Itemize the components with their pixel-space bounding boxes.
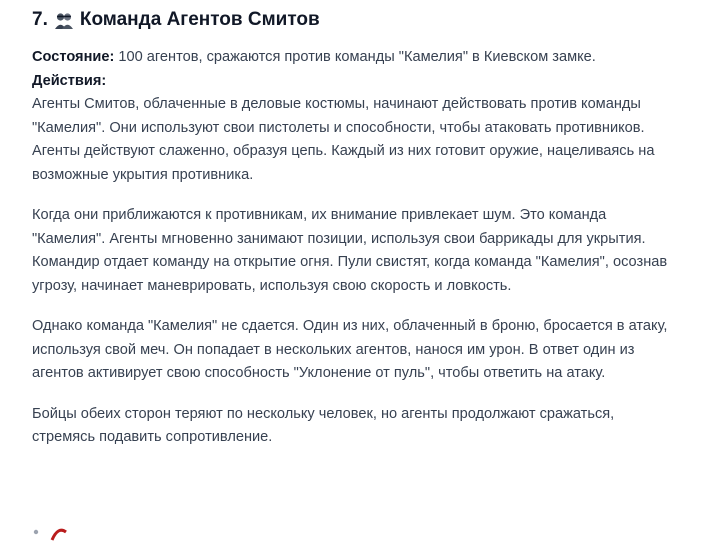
section-title: Команда Агентов Смитов [79, 9, 320, 30]
paragraph-1: Агенты Смитов, облаченные в деловые костюмы, начинают действовать против команды "Камелия". Они используют свои пистолеты и способности, чтобы атаковать противников. Агенты действуют слаженно, образуя цепь. Каждый из них готовит оружие, нацеливаясь на возможные укрытия противника. [32, 96, 655, 183]
actions-line [32, 70, 672, 94]
spy-agents-icon [54, 10, 74, 30]
section-number: 7. [32, 9, 48, 30]
actions-label: Действия: [32, 72, 107, 89]
section-body [32, 46, 672, 450]
status-line [32, 46, 672, 70]
next-section-emoji-icon [32, 526, 72, 542]
paragraph-4: Бойцы обеих сторон теряют по нескольку человек, но агенты продолжают сражаться, стремясь подавить сопротивление. [32, 405, 615, 445]
paragraph-3: Однако команда "Камелия" не сдается. Один из них, облаченный в броню, бросается в атаку, используя свой меч. Он попадает в нескольких агентов, нанося им урон. В ответ один из агентов активирует свою способность "Уклонение от пуль", чтобы ответить на атаку. [32, 318, 668, 381]
section-heading [32, 8, 320, 32]
status-label: Состояние: [32, 49, 115, 65]
paragraph-2: Когда они приближаются к противникам, их внимание привлекает шум. Это команда "Камелия". Агенты мгновенно занимают позиции, используя свои баррикады для укрытия. Командир отдает команду на открытие огня. Пули свистят, когда команда "Камелия", осознав угрозу, начинает маневрировать, используя свою скорость и ловкость. [32, 207, 668, 294]
status-text: 100 агентов, сражаются против команды "Камелия" в Киевском замке. [114, 49, 596, 65]
